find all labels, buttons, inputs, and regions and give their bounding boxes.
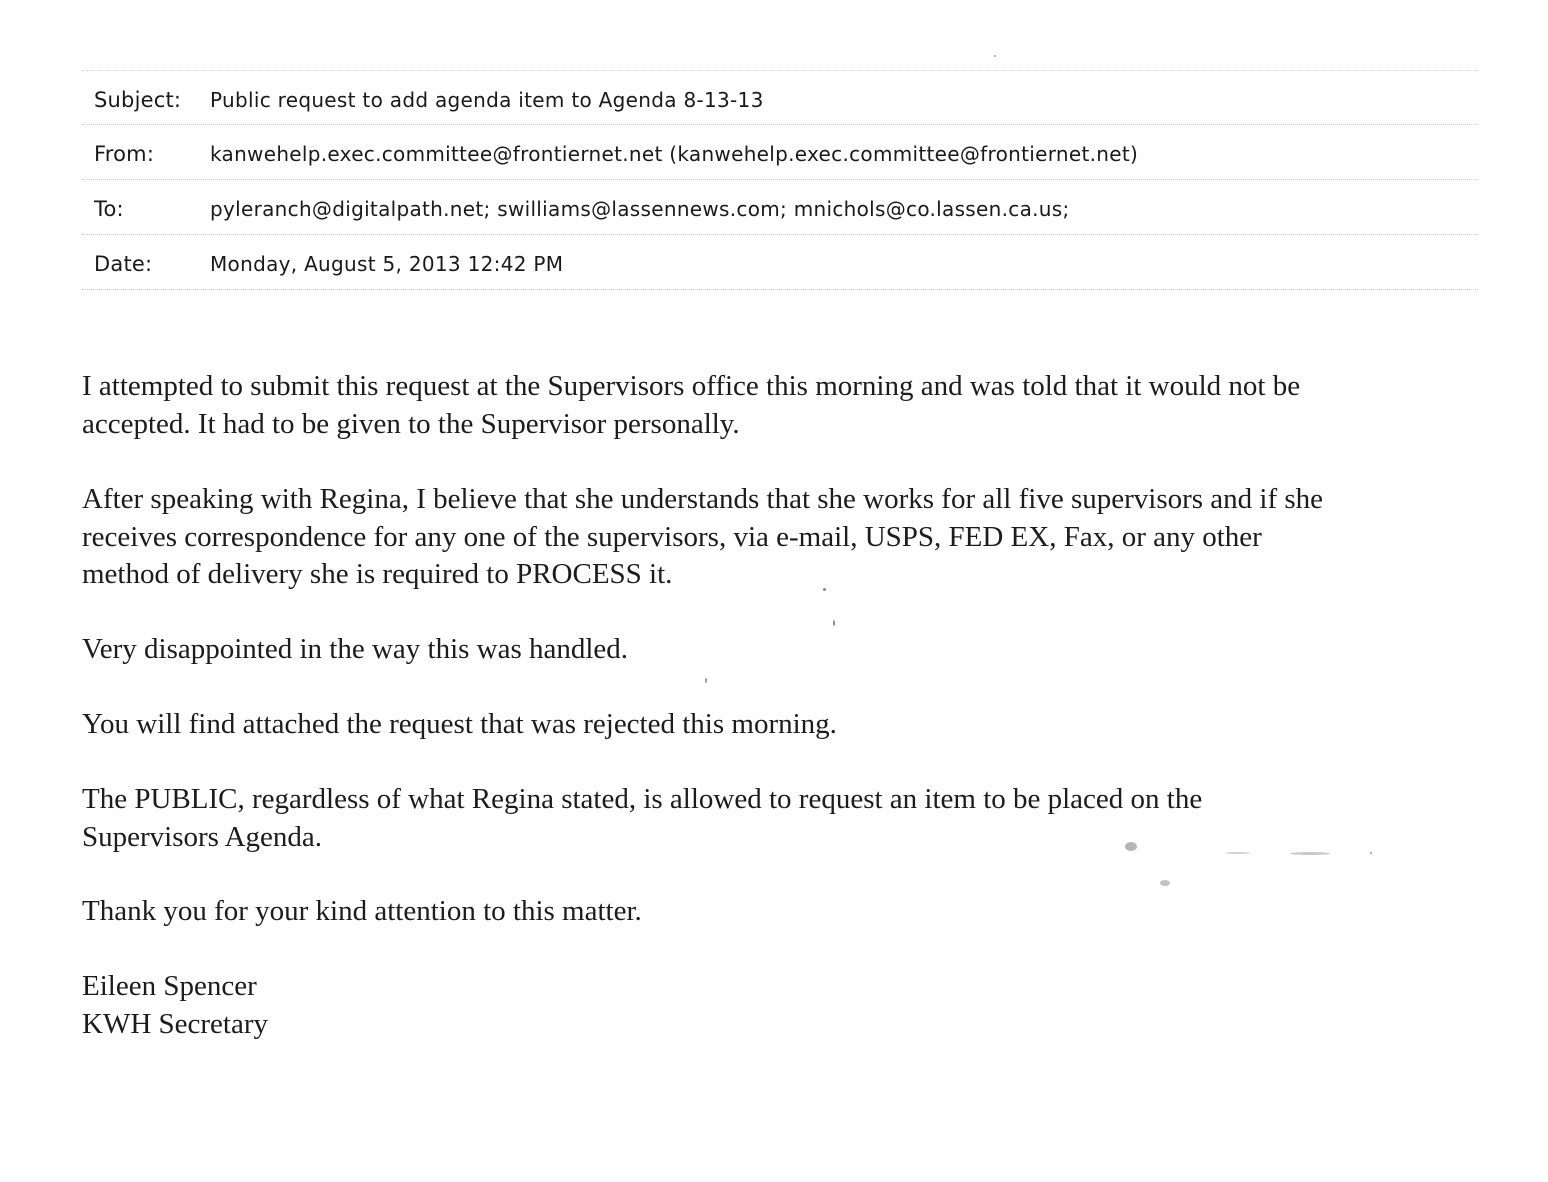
- scan-speck: [705, 678, 707, 683]
- to-label: To:: [94, 197, 124, 221]
- subject-value: Public request to add agenda item to Agenda 8-13-13: [210, 88, 764, 112]
- body-paragraph-5: The PUBLIC, regardless of what Regina stated, is allowed to request an item to be placed on the Supervisors Agenda.: [82, 783, 1203, 853]
- body-paragraph-2: After speaking with Regina, I believe that she understands that she works for all five supervisors and if she receives correspondence for any one of the supervisors, via e-mail, USPS, FED EX, Fax, or any other method of delivery she is required to PROCESS it.: [82, 483, 1324, 590]
- subject-label: Subject:: [94, 88, 182, 112]
- from-value: kanwehelp.exec.committee@frontiernet.net (kanwehelp.exec.committee@frontiernet.net): [210, 142, 1139, 166]
- signature-block: [82, 968, 268, 1043]
- scan-speck: [1290, 852, 1330, 855]
- email-header: [82, 70, 1478, 290]
- scan-speck: [1125, 842, 1137, 851]
- scan-speck: [823, 588, 826, 591]
- date-label: Date:: [94, 252, 153, 276]
- from-row: [82, 125, 1478, 180]
- body-paragraph-4: You will find attached the request that was rejected this morning.: [82, 708, 837, 740]
- body-paragraph-6: Thank you for your kind attention to this matter.: [82, 895, 642, 927]
- to-value: pyleranch@digitalpath.net; swilliams@lassennews.com; mnichols@co.lassen.ca.us;: [210, 197, 1070, 221]
- scan-speck: [994, 55, 996, 57]
- scan-speck: [1225, 852, 1250, 854]
- date-value: Monday, August 5, 2013 12:42 PM: [210, 252, 564, 276]
- body-paragraph-3: Very disappointed in the way this was handled.: [82, 633, 629, 665]
- scan-speck: [833, 620, 835, 626]
- body-paragraph-1: I attempted to submit this request at the Supervisors office this morning and was told that it would not be accepted. It had to be given to the Supervisor personally.: [82, 370, 1301, 440]
- date-row: [82, 235, 1478, 290]
- signature-title: KWH Secretary: [82, 1007, 268, 1040]
- subject-row: [82, 70, 1478, 125]
- scan-speck: [1370, 852, 1372, 854]
- scan-speck: [1160, 880, 1170, 886]
- to-row: [82, 180, 1478, 235]
- signature-name: Eileen Spencer: [82, 970, 257, 1002]
- from-label: From:: [94, 142, 155, 166]
